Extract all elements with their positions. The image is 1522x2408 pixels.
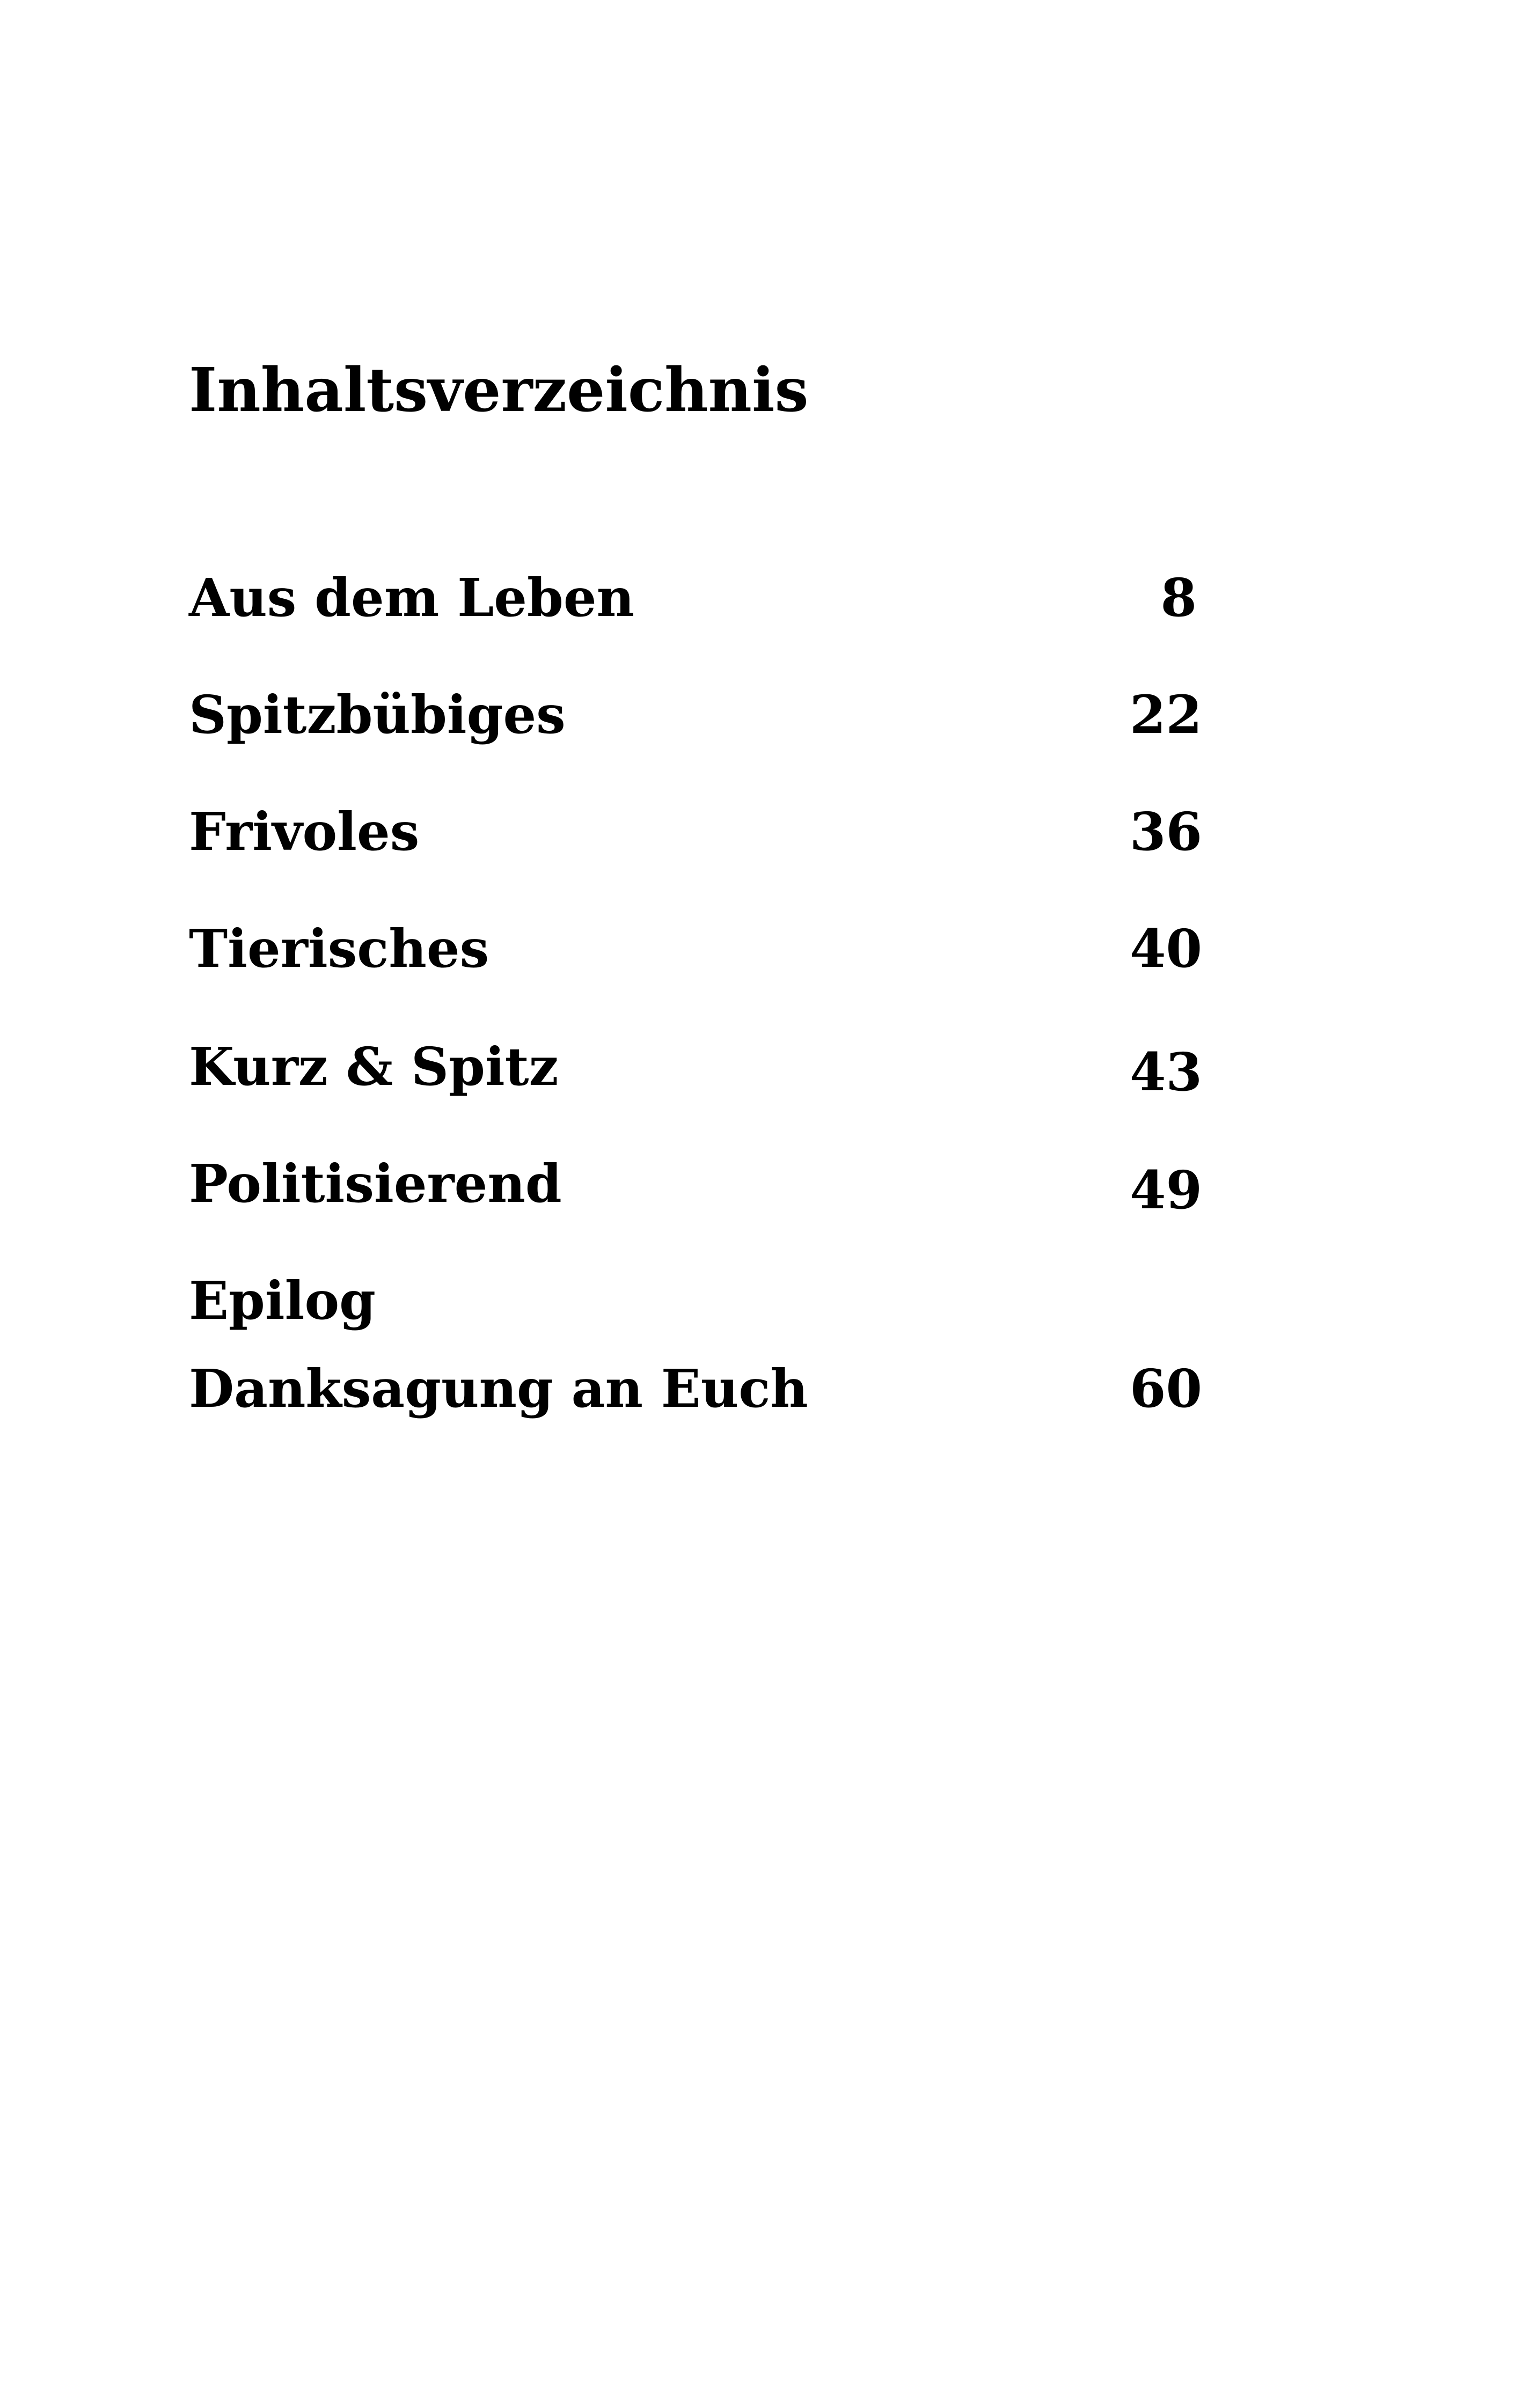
toc-entry-label: Tierisches (189, 918, 489, 979)
toc-entry-label: Spitzbübiges (189, 684, 566, 745)
toc-entry-page-number: 40 (1130, 918, 1202, 979)
toc-entry-page-number: 43 (1130, 1041, 1202, 1103)
toc-entry-page-number: 36 (1130, 801, 1202, 862)
toc-entry-label: Kurz & Spitz (189, 1036, 559, 1097)
toc-entry-page-number: 22 (1130, 684, 1202, 745)
toc-title: Inhaltsverzeichnis (189, 355, 809, 425)
toc-entry-page-number: 60 (1130, 1358, 1202, 1419)
toc-entry-page-number: 49 (1130, 1159, 1202, 1221)
toc-entry-label: Epilog (189, 1270, 376, 1331)
toc-entry-label: Politisierend (189, 1153, 562, 1214)
toc-entry-label: Aus dem Leben (189, 567, 635, 628)
toc-entry-label: Frivoles (189, 801, 420, 862)
toc-entry-label: Danksagung an Euch (189, 1358, 808, 1419)
toc-entry-page-number: 8 (1160, 567, 1197, 628)
